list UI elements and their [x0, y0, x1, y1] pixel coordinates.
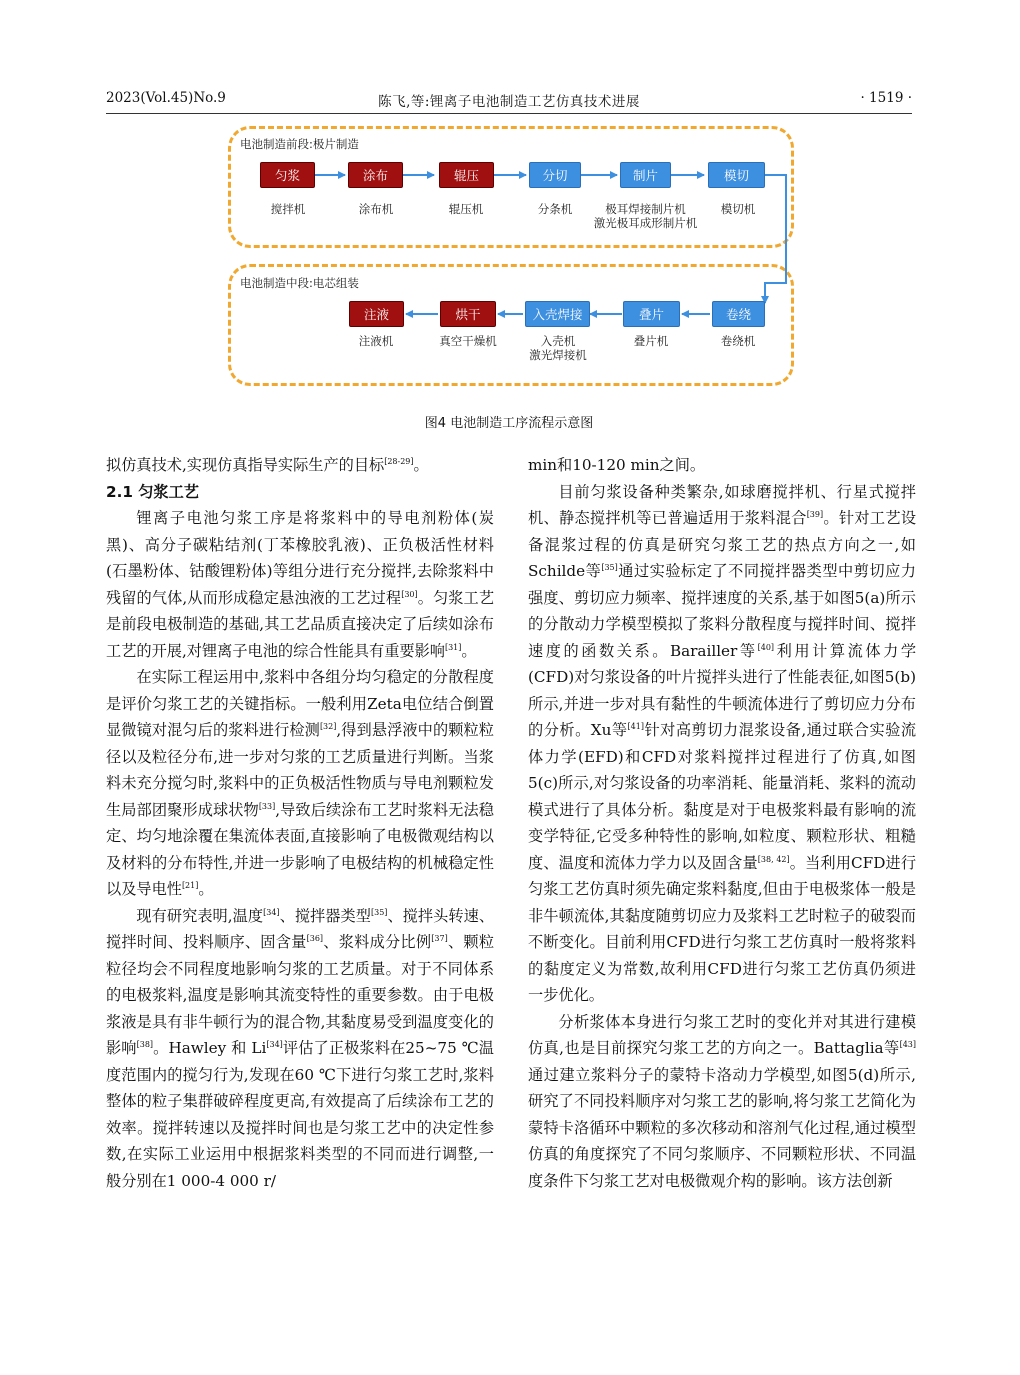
paragraph: 锂离子电池匀浆工序是将浆料中的导电剂粉体(炭黑)、高分子碳粘结剂(丁苯橡胶乳液)、正负极活性材料(石墨粉体、钴酸锂粉体)等组分进行充分搅拌,去除浆料中残留的气体,从而形成稳定悬浊液的工艺过程[30]。匀浆工艺是前段电极制造的基础,其工艺品质直接决定了后续如涂布工艺的开展,对锂离子电池的综合性能具有重要影响[31]。	[106, 509, 495, 660]
process-box: 模切	[708, 162, 765, 188]
figure-caption: 图4 电池制造工序流程示意图	[424, 416, 594, 431]
machine-label: 卷绕机	[720, 334, 756, 348]
citation: [41]	[627, 722, 644, 731]
machine-label: 注液机	[358, 334, 394, 348]
arrow-stage-link	[765, 175, 786, 303]
machine-label: 涂布机	[358, 202, 394, 216]
journal-issue: 2023(Vol.45)No.9	[106, 90, 226, 106]
header-rule	[106, 113, 912, 114]
citation: [39]	[806, 510, 824, 519]
paragraph: 分析浆体本身进行匀浆工艺时的变化并对其进行建模仿真,也是目前探究匀浆工艺的方向之一。Battaglia等[43]通过建立浆料分子的蒙特卡洛动力学模型,如图5(d)所示,研究了不同投料顺序对匀浆工艺的影响,将匀浆工艺简化为蒙特卡洛循环中颗粒的多次移动和溶剂气化过程,通过模型仿真的角度探究了不同匀浆顺序、不同颗粒形状、不同温度条件下匀浆工艺对电极微观介构的影响。该方法创新	[528, 1012, 916, 1190]
machine-label: 模切机	[720, 202, 756, 216]
process-box: 叠片	[623, 301, 680, 327]
citation: [38]	[136, 1040, 154, 1049]
citation: [40]	[757, 642, 775, 652]
machine-label: 搅拌机	[270, 202, 306, 216]
citation: [34]	[263, 907, 280, 917]
paragraph: 在实际工程运用中,浆料中各组分均匀稳定的分散程度是评价匀浆工艺的关键指标。一般利用Zeta电位结合倒置显微镜对混匀后的浆料进行检测[32],得到悬浮液中的颗粒粒径以及粒径分布,进一步对匀浆的工艺质量进行判断。当浆料未充分搅匀时,浆料中的正负极活性物质与导电剂颗粒发生局部团聚形成球状物[33],导致后续涂布工艺时浆料无法稳定、均匀地涂覆在集流体表面,直接影响了电极微观结构以及材料的分布特性,并进一步影响了电极结构的机械稳定性以及导电性[21]。	[106, 668, 494, 898]
process-box: 注液	[349, 301, 404, 327]
process-box: 制片	[620, 162, 671, 188]
machine-label: 辊压机	[448, 202, 484, 216]
machine-label: 真空干燥机	[439, 334, 497, 348]
figure-4-diagram	[228, 126, 798, 390]
paragraph: 拟仿真技术,实现仿真指导实际生产的目标[28-29]。	[106, 456, 429, 474]
process-box: 匀浆	[260, 162, 315, 188]
machine-label: 分条机	[537, 202, 573, 216]
machine-label: 极耳焊接制片机 激光极耳成形制片机	[593, 202, 698, 230]
paragraph: min和10-120 min之间。	[528, 456, 706, 474]
running-title: 陈飞,等:锂离子电池制造工艺仿真技术进展	[378, 94, 640, 110]
citation: [43]	[899, 1040, 916, 1049]
process-box: 涂布	[348, 162, 403, 188]
citation: [34]	[266, 1040, 283, 1049]
process-box: 卷绕	[712, 301, 765, 327]
process-box: 分切	[529, 162, 581, 188]
process-box: 辊压	[439, 162, 494, 188]
citation: [21]	[181, 881, 199, 890]
stage2-label: 电池制造中段:电芯组装	[240, 276, 359, 290]
left-column	[106, 452, 494, 1194]
section-heading: 2.1 匀浆工艺	[106, 482, 199, 501]
citation: [28-29]	[384, 457, 414, 466]
citation: [30]	[401, 589, 418, 599]
right-column	[528, 452, 916, 1194]
running-header	[106, 90, 912, 112]
process-box: 烘干	[440, 301, 496, 327]
citation: [38, 42]	[757, 854, 790, 864]
machine-label: 入壳机 激光焊接机	[529, 334, 587, 362]
citation: [35]	[601, 563, 618, 572]
citation: [32]	[319, 722, 337, 731]
paragraph: 现有研究表明,温度[34]、搅拌器类型[35]、搅拌头转速、搅拌时间、投料顺序、固含量[36]、浆料成分比例[37]、颗粒粒径均会不同程度地影响匀浆的工艺质量。对于不同体系的电极浆料,温度是影响其流变特性的重要参数。由于电极浆液是具有非牛顿行为的混合物,其黏度易受到温度变化的影响[38]。Hawley 和 Li[34]评估了正极浆料在25~75 ℃温度范围内的搅匀行为,发现在60 ℃下进行匀浆工艺时,浆料整体的粒子集群破碎程度更高,有效提高了后续涂布工艺的效率。搅拌转速以及搅拌时间也是匀浆工艺中的决定性参数,在实际工业运用中根据浆料类型的不同而进行调整,一般分别在1 000-4 000 r/	[106, 906, 495, 1190]
machine-label: 叠片机	[633, 334, 669, 348]
citation: [31]	[444, 642, 462, 652]
process-box: 入壳焊接	[525, 301, 590, 327]
paragraph: 目前匀浆设备种类繁杂,如球磨搅拌机、行星式搅拌机、静态搅拌机等已普遍适用于浆料混合[39]。针对工艺设备混浆过程的仿真是研究匀浆工艺的热点方向之一,如Schilde等[35]通过实验标定了不同搅拌器类型中剪切应力强度、剪切应力频率、搅拌速度的关系,基于如图5(a)所示的分散动力学模型模拟了浆料分散程度与搅拌时间、搅拌速度的函数关系。Barailler等[40]利用计算流体力学(CFD)对匀浆设备的叶片搅拌头进行了性能表征,如图5(b)所示,并进一步对具有黏性的牛顿流体进行了剪切应力分布的分析。Xu等[41]针对高剪切力混浆设备,通过联合实验流体力学(EFD)和CFD对浆料搅拌过程进行了仿真,如图5(c)所示,对匀浆设备的功率消耗、能量消耗、浆料的流动模式进行了具体分析。黏度是对于电极浆料最有影响的流变学特征,它受多种特性的影响,如粒度、颗粒形状、粗糙度、温度和流体力学力以及固含量[38, 42]。当利用CFD进行匀浆工艺仿真时须先确定浆料黏度,但由于电极浆体一般是非牛顿流体,其黏度随剪切应力及浆料工艺时粒子的破裂而不断变化。目前利用CFD进行匀浆工艺仿真时一般将浆料的黏度定义为常数,故利用CFD进行匀浆工艺仿真仍须进一步优化。	[528, 482, 917, 1004]
page-number: · 1519 ·	[860, 90, 912, 106]
citation: [33]	[258, 801, 276, 811]
citation: [35]	[370, 907, 388, 917]
citation: [36]	[306, 934, 324, 943]
stage1-label: 电池制造前段:极片制造	[240, 137, 359, 151]
citation: [37]	[431, 934, 448, 943]
